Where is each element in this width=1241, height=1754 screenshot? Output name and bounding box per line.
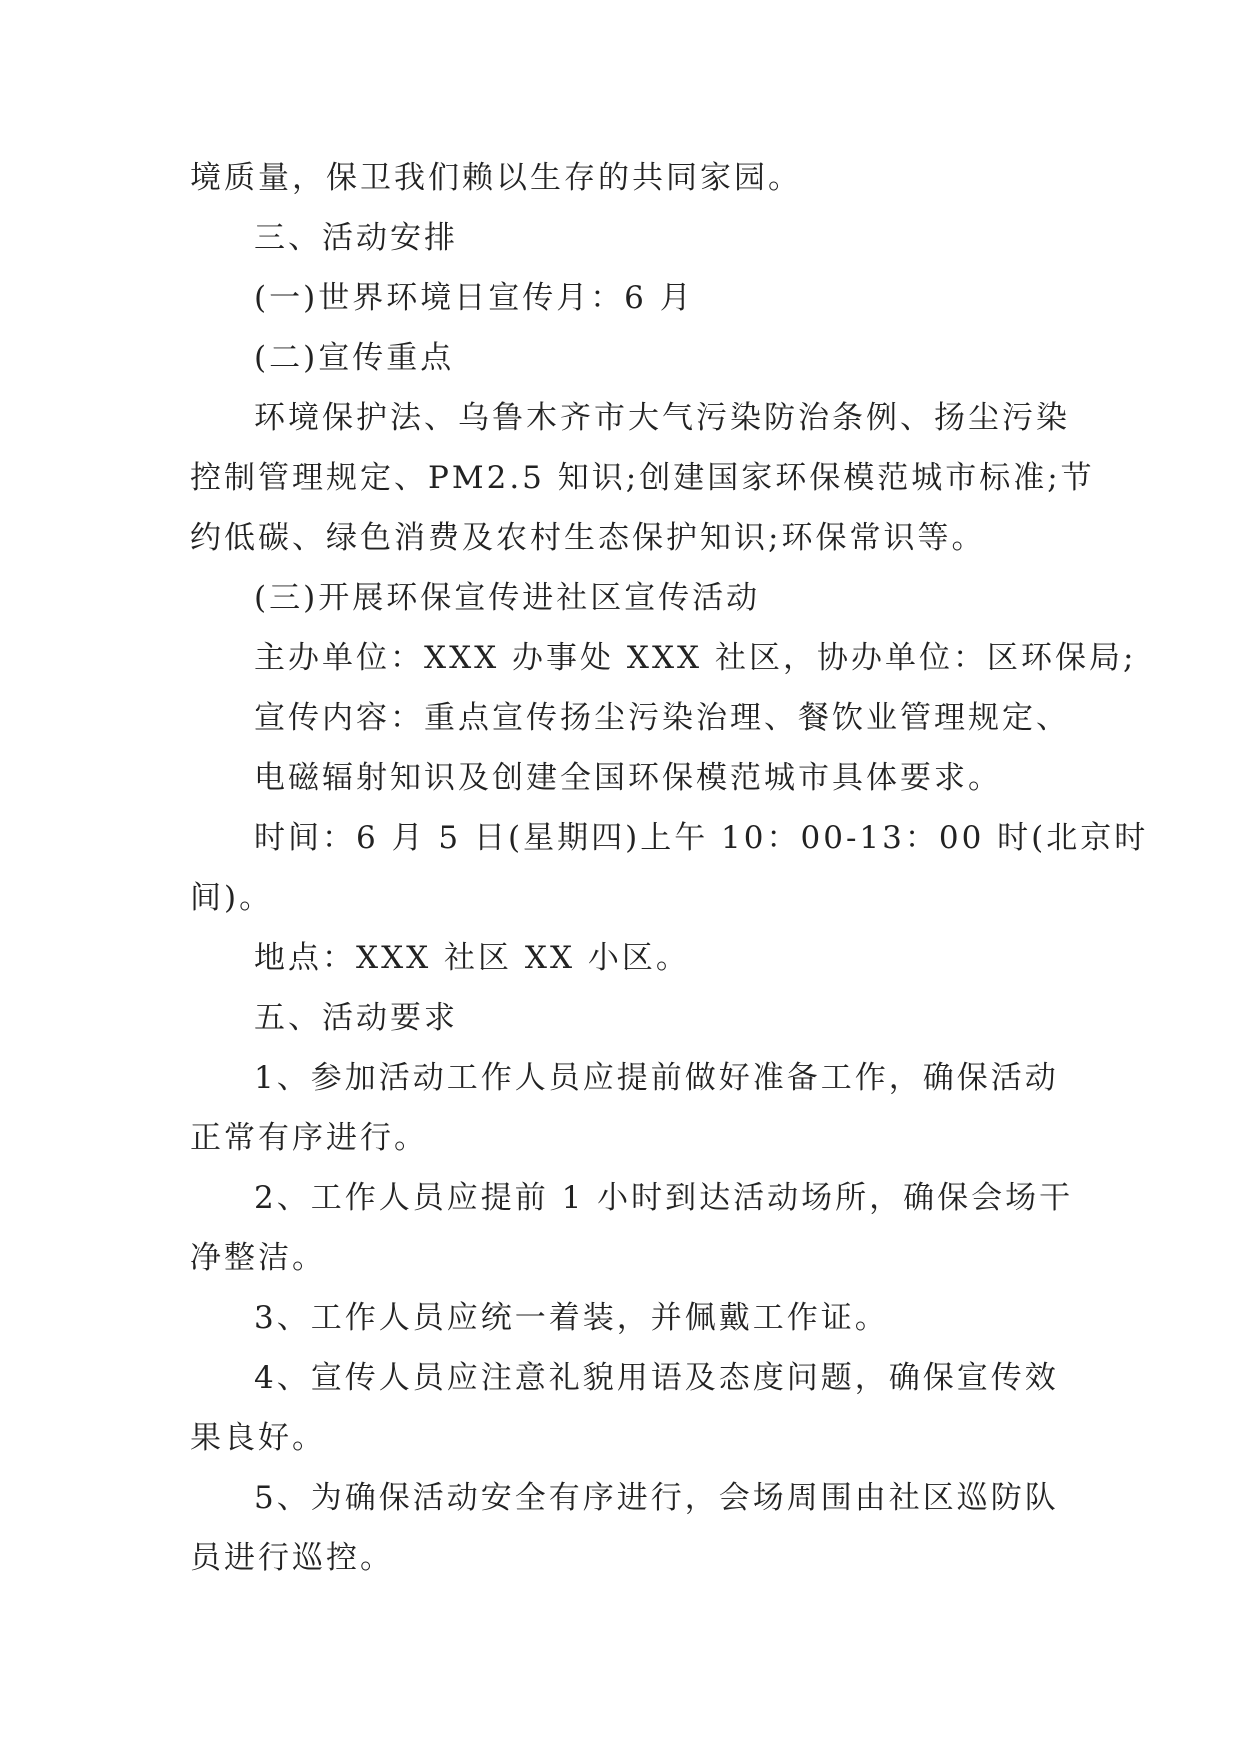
- requirement-1-line-1: 1、参加活动工作人员应提前做好准备工作，确保活动: [254, 1060, 1059, 1096]
- requirement-5-line-1: 5、为确保活动安全有序进行，会场周围由社区巡防队: [254, 1480, 1059, 1516]
- requirement-4-line-2: 果良好。: [190, 1420, 326, 1456]
- content-line-1: 宣传内容：重点宣传扬尘污染治理、餐饮业管理规定、: [254, 700, 1070, 736]
- requirement-3: 3、工作人员应统一着装，并佩戴工作证。: [254, 1300, 889, 1336]
- text-line-continuation: 境质量，保卫我们赖以生存的共同家园。: [190, 160, 802, 196]
- section-heading-activity-arrangement: 三、活动安排: [254, 220, 458, 256]
- requirement-4-line-1: 4、宣传人员应注意礼貌用语及态度问题，确保宣传效: [254, 1360, 1059, 1396]
- subheading-publicity-focus: (二)宣传重点: [254, 340, 455, 376]
- paragraph-focus-line-3: 约低碳、绿色消费及农村生态保护知识;环保常识等。: [190, 520, 986, 556]
- paragraph-focus-line-1: 环境保护法、乌鲁木齐市大气污染防治条例、扬尘污染: [254, 400, 1070, 436]
- requirement-2-line-2: 净整洁。: [190, 1240, 326, 1276]
- subheading-environment-day-month: (一)世界环境日宣传月：6 月: [254, 280, 694, 316]
- organizer-line: 主办单位：XXX 办事处 XXX 社区，协办单位：区环保局;: [254, 640, 1137, 676]
- location-line: 地点：XXX 社区 XX 小区。: [254, 940, 690, 976]
- subheading-community-activity: (三)开展环保宣传进社区宣传活动: [254, 580, 761, 616]
- time-line-2: 间)。: [190, 880, 274, 916]
- requirement-5-line-2: 员进行巡控。: [190, 1540, 394, 1576]
- time-line-1: 时间：6 月 5 日(星期四)上午 10：00-13：00 时(北京时: [254, 820, 1149, 856]
- document-body: [190, 148, 1149, 1588]
- paragraph-focus-line-2: 控制管理规定、PM2.5 知识;创建国家环保模范城市标准;节: [190, 460, 1095, 496]
- content-line-2: 电磁辐射知识及创建全国环保模范城市具体要求。: [254, 760, 1002, 796]
- section-heading-requirements: 五、活动要求: [254, 1000, 458, 1036]
- requirement-2-line-1: 2、工作人员应提前 1 小时到达活动场所，确保会场干: [254, 1180, 1074, 1216]
- requirement-1-line-2: 正常有序进行。: [190, 1120, 428, 1156]
